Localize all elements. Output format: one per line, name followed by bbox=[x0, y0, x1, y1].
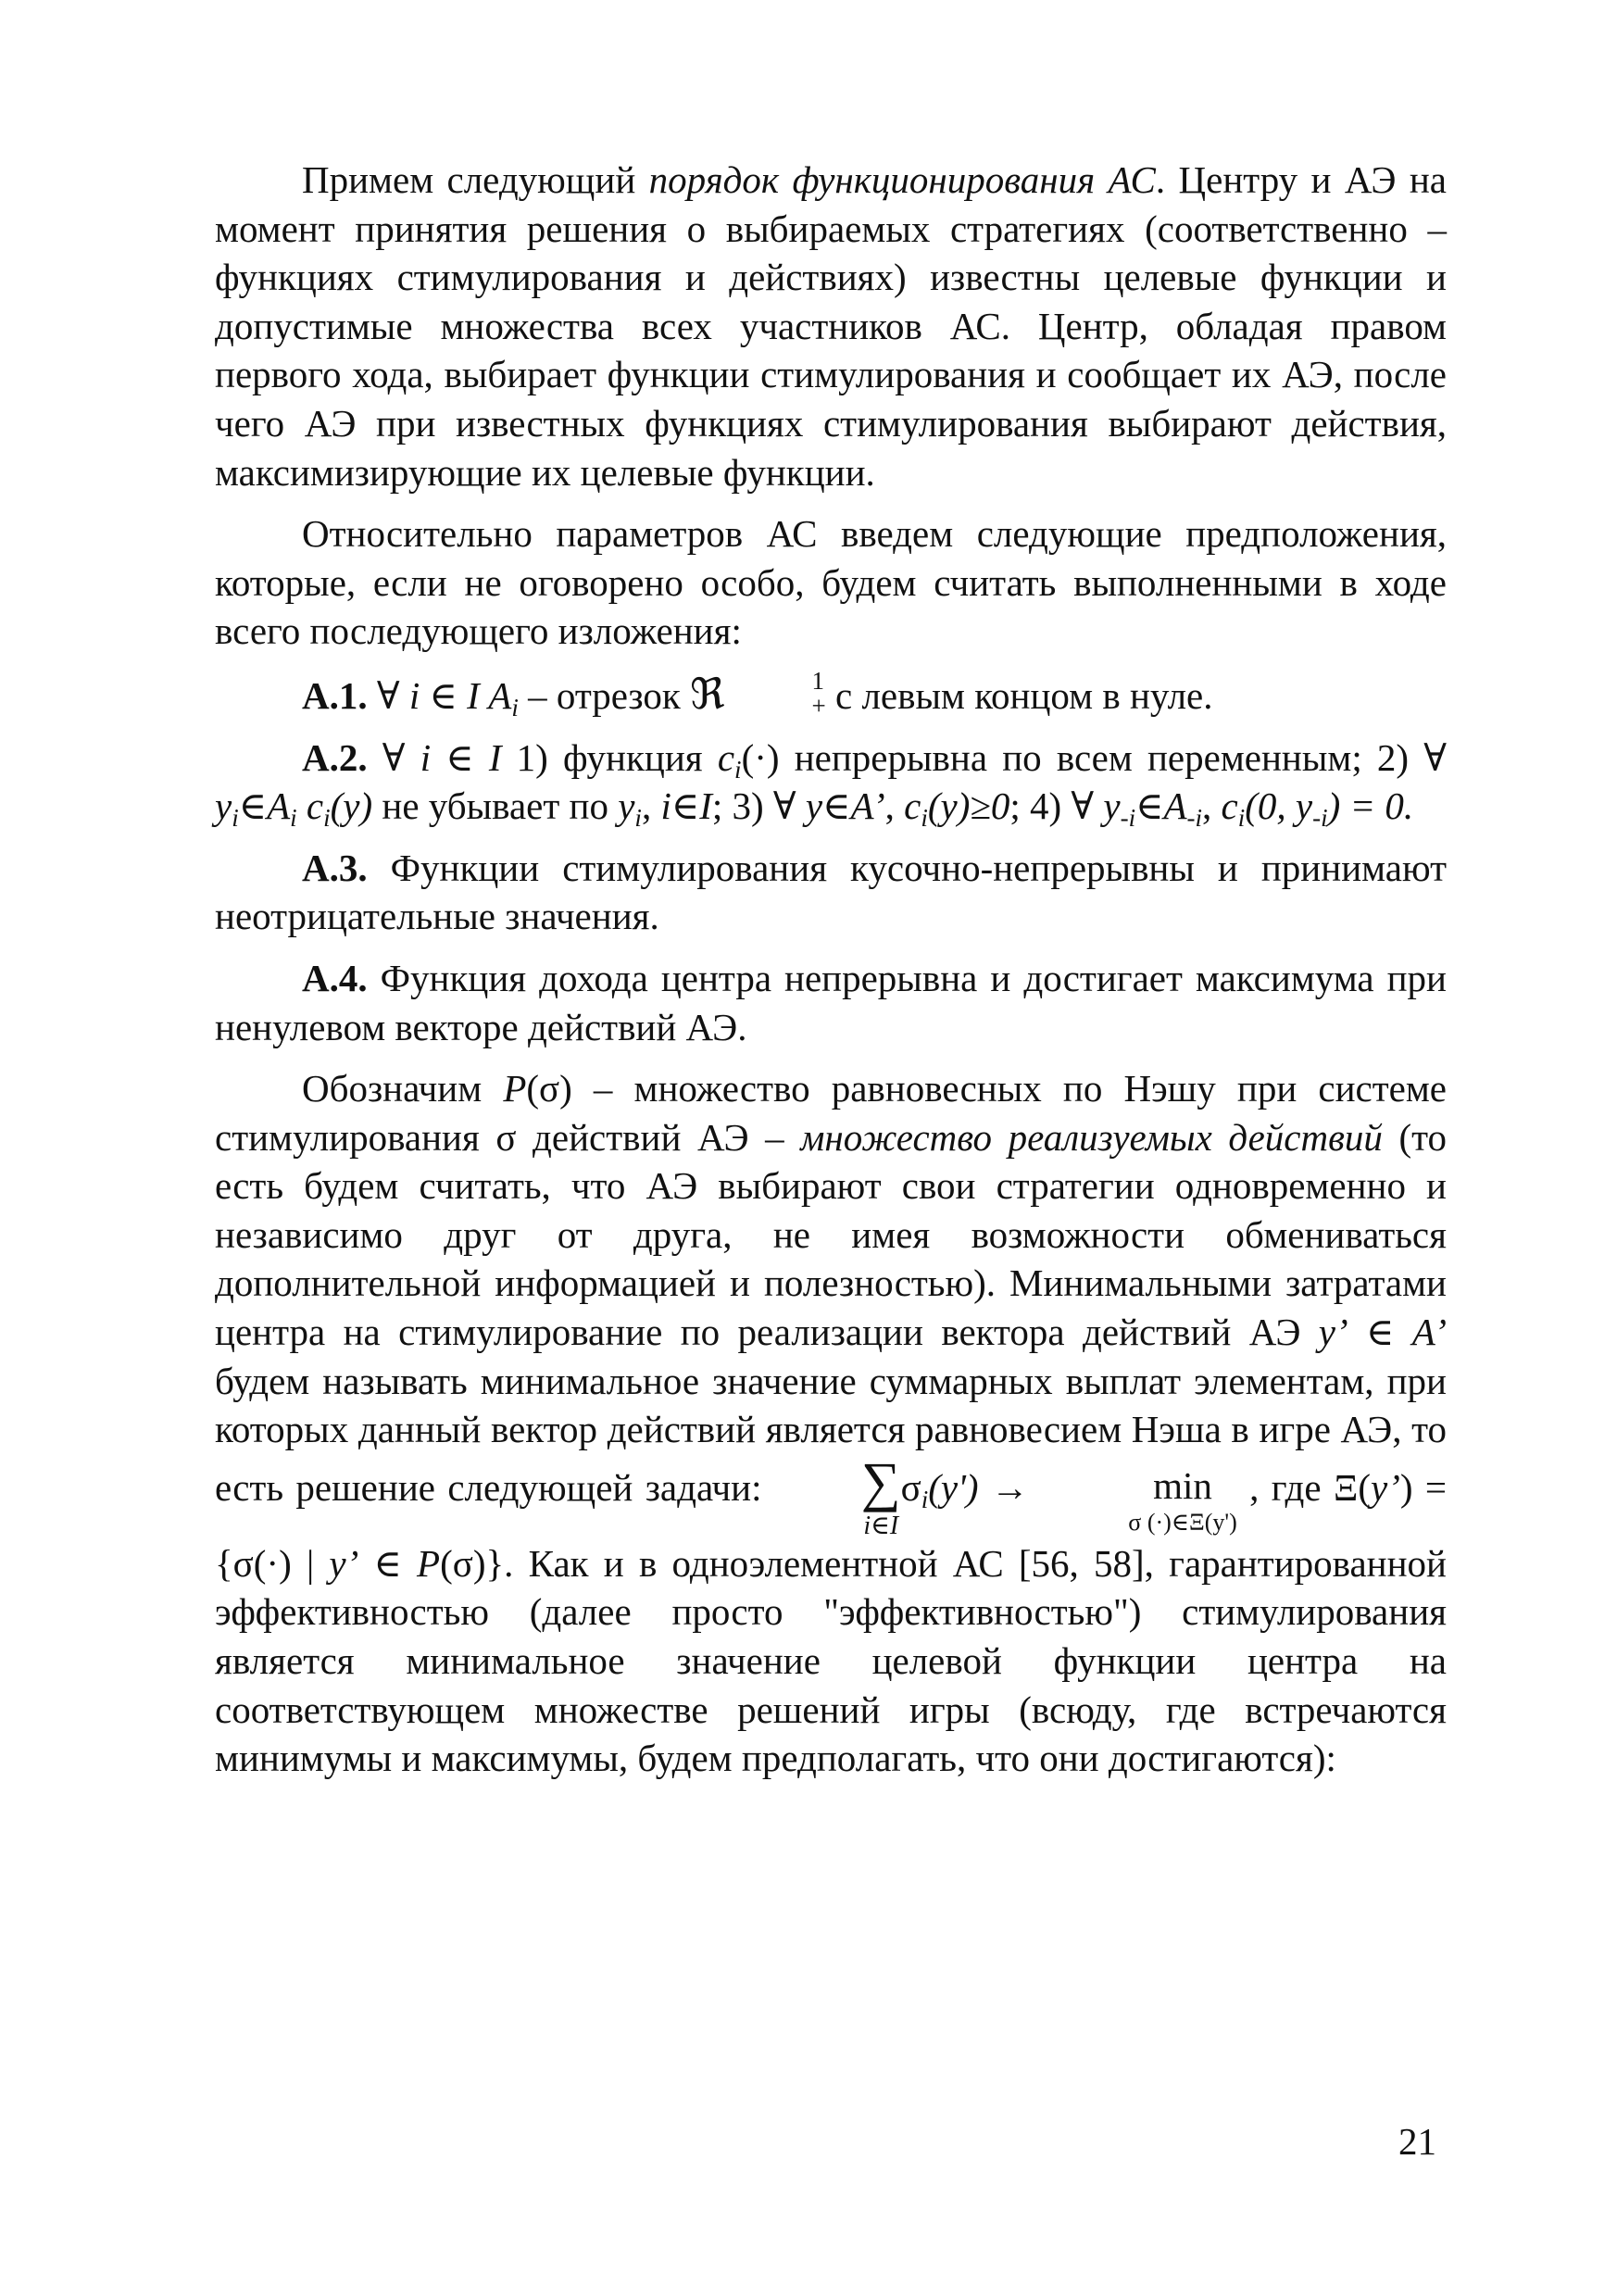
text: 1) функция bbox=[501, 735, 718, 779]
math: P bbox=[417, 1541, 441, 1585]
text: Функция дохода центра непрерывна и достигает максимума при ненулевом векторе действий АЭ. bbox=[215, 956, 1447, 1048]
assumption-label: А.3. bbox=[302, 846, 368, 889]
paragraph-nash-equilibrium bbox=[215, 1064, 1447, 1783]
math-sub: + bbox=[811, 691, 826, 720]
paragraph-order bbox=[215, 156, 1447, 496]
assumption-label: А.2. bbox=[302, 735, 368, 779]
math: (y)≥0 bbox=[927, 784, 1010, 828]
math: (y') bbox=[928, 1465, 979, 1509]
real-numbers-symbol: ℜ bbox=[690, 668, 725, 719]
text: ∈ bbox=[1348, 1311, 1412, 1354]
sum-operator bbox=[774, 1450, 901, 1540]
text: , где Ξ( bbox=[1236, 1465, 1371, 1509]
text: , bbox=[1202, 784, 1222, 828]
text: с левым концом в нуле. bbox=[825, 673, 1213, 717]
math-sub: -i bbox=[1312, 804, 1328, 833]
math: i bbox=[408, 673, 420, 717]
assumption-label: А.1. bbox=[302, 673, 368, 717]
math: I bbox=[467, 673, 480, 717]
math-sup: 1 bbox=[811, 666, 825, 695]
text: ∈ bbox=[238, 784, 268, 828]
math-sub: i bbox=[1237, 804, 1246, 833]
text: ; 4) ∀ bbox=[1009, 784, 1104, 828]
math: c bbox=[717, 735, 735, 779]
text: ∀ bbox=[367, 673, 409, 717]
text: (·) bbox=[741, 735, 780, 779]
math: y bbox=[618, 784, 635, 828]
math: (0, y bbox=[1245, 784, 1313, 828]
text: ∀ bbox=[367, 735, 420, 779]
text: Функции стимулирования кусочно-непрерывны и принимают неотрицательные значения. bbox=[215, 846, 1447, 938]
math-sub: i bbox=[734, 755, 742, 784]
sum-limit: i∈I bbox=[863, 1511, 899, 1540]
math: i bbox=[420, 735, 432, 779]
math: y’ bbox=[1318, 1311, 1348, 1354]
min-operator bbox=[1041, 1463, 1237, 1536]
math: A’ bbox=[1411, 1311, 1447, 1354]
text: ; 3) ∀ bbox=[711, 784, 806, 828]
math: c bbox=[1221, 784, 1238, 828]
text: не убывает по bbox=[372, 784, 619, 828]
text: непрерывна по всем переменным; 2) ∀ bbox=[779, 735, 1447, 779]
text: Примем следующий bbox=[302, 158, 649, 201]
math-sub: i bbox=[511, 693, 519, 721]
assumption-label: А.4. bbox=[302, 956, 368, 999]
math-sub: i bbox=[232, 804, 239, 833]
text: Относительно параметров АС введем следующие предположения, которые, если не оговорено особо, будем считать выполненными в ходе всего последующего изложения: bbox=[215, 512, 1447, 653]
math-sub: -i bbox=[1186, 804, 1203, 833]
math: y bbox=[1103, 784, 1121, 828]
text: Обозначим bbox=[302, 1067, 504, 1110]
term-functioning-order: порядок функционирования АС bbox=[648, 158, 1156, 201]
sum-symbol: ∑ bbox=[860, 1450, 901, 1512]
arrow-symbol: → bbox=[978, 1465, 1042, 1509]
math: I bbox=[699, 784, 712, 828]
math-sub: i bbox=[323, 804, 331, 833]
math: (y) bbox=[330, 784, 373, 828]
math: i bbox=[660, 784, 671, 828]
text: – отрезок bbox=[518, 673, 691, 717]
text: , bbox=[641, 784, 661, 828]
math: I bbox=[488, 735, 502, 779]
page-number: 21 bbox=[1398, 2120, 1436, 2163]
math: ∈A bbox=[1135, 784, 1187, 828]
math: y’ bbox=[329, 1541, 359, 1585]
text: . Центру и АЭ на момент принятия решения о выбираемых стратегиях (соответственно – функциях стимулирования и действиях) известны целевые функции и допустимые множества всех участников АС. Центр, обладая правом первого хода, выбирает функции стимулирования и сообщает их АЭ, после чего АЭ при известных функциях стимулирования выбирают действия, максимизирующие их целевые функции. bbox=[215, 158, 1447, 494]
min-label: min bbox=[1153, 1463, 1212, 1507]
text: ∈ bbox=[671, 784, 700, 828]
math: A bbox=[267, 784, 291, 828]
text: ∈ bbox=[431, 735, 489, 779]
text: ) = {σ(·) | bbox=[215, 1465, 1448, 1585]
assumption-a4 bbox=[215, 954, 1447, 1051]
text: будем называть минимальное значение суммарных выплат элементам, при которых данный вектор действий является равновесием Нэша в игре АЭ, то есть решение следующей задачи: bbox=[215, 1359, 1447, 1509]
math: ) = 0. bbox=[1327, 784, 1414, 828]
text: ∈ bbox=[420, 673, 468, 717]
assumption-a1 bbox=[215, 666, 1447, 721]
math: y bbox=[215, 784, 232, 828]
math: P bbox=[503, 1067, 527, 1110]
math-sub: i bbox=[634, 804, 642, 833]
math: c bbox=[904, 784, 921, 828]
assumption-a2 bbox=[215, 734, 1447, 831]
math: c bbox=[296, 784, 324, 828]
math: y∈A’ bbox=[805, 784, 885, 828]
text: (σ)}. Как и в одноэлементной АС [56, 58], гарантированной эффективностью (далее просто "эффективностью") стимулирования является минимальное значение целевой функции центра на соответствующем множестве решений игры (всюду, где встречаются минимумы и максимумы, будем предполагать, что они достигаются): bbox=[215, 1541, 1447, 1780]
min-limit: σ (·)∈Ξ(y') bbox=[1128, 1508, 1237, 1536]
page-body bbox=[215, 156, 1447, 1783]
math-sub: i bbox=[921, 804, 928, 833]
math: A bbox=[479, 673, 512, 717]
text: (σ) – множество равновесных по Нэшу при системе стимулирования σ действий АЭ – bbox=[215, 1067, 1447, 1159]
term-implementable-actions: множество реализуемых действий bbox=[800, 1115, 1383, 1159]
math: σ bbox=[900, 1465, 921, 1509]
math-sub: -i bbox=[1120, 804, 1136, 833]
math: y’ bbox=[1371, 1465, 1400, 1509]
paragraph-assumptions-intro bbox=[215, 509, 1447, 656]
math-sub: i bbox=[290, 804, 297, 833]
text: , bbox=[884, 784, 905, 828]
text: ∈ bbox=[358, 1541, 418, 1585]
assumption-a3 bbox=[215, 844, 1447, 941]
text: (то есть будем считать, что АЭ выбирают свои стратегии одновременно и независимо друг от друга, не имея возможности обмениваться дополнительной информацией и полезностью). Минимальными затратами центра на стимулирование по реализации вектора действий АЭ bbox=[215, 1115, 1447, 1354]
math-sub: i bbox=[921, 1485, 929, 1513]
